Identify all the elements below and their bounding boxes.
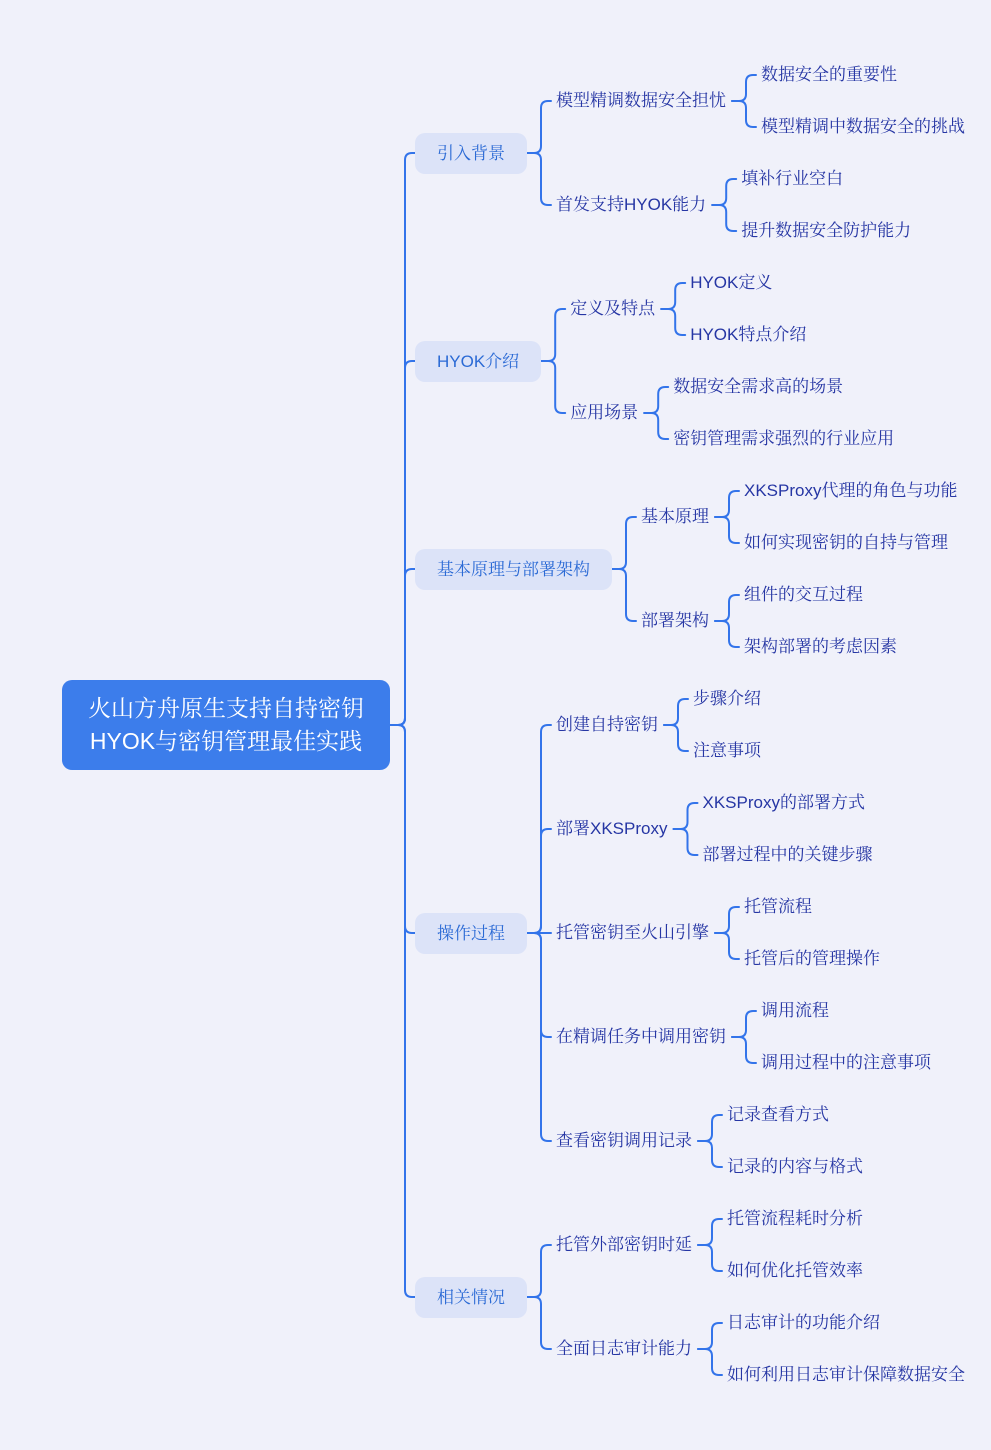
leaf-topic-label[interactable]: 模型精调中数据安全的挑战 xyxy=(761,117,965,136)
subtopic-label[interactable]: 基本原理 xyxy=(641,507,709,526)
subtopic-label[interactable]: 定义及特点 xyxy=(570,299,656,318)
subtopic-label[interactable]: 查看密钥调用记录 xyxy=(556,1131,692,1150)
leaf-topic-label[interactable]: 托管流程耗时分析 xyxy=(727,1209,863,1228)
leaf-topic-label[interactable]: 架构部署的考虑因素 xyxy=(744,637,897,656)
leaf-topic-label[interactable]: XKSProxy的部署方式 xyxy=(702,793,865,812)
leaf-topic-label[interactable]: 如何利用日志审计保障数据安全 xyxy=(727,1365,965,1384)
subtopic-label[interactable]: 部署架构 xyxy=(641,611,709,630)
leaf-topic-label[interactable]: 注意事项 xyxy=(693,741,761,760)
leaf-topic-label[interactable]: XKSProxy代理的角色与功能 xyxy=(744,481,958,500)
subtopic-label[interactable]: 首发支持HYOK能力 xyxy=(556,195,707,214)
leaf-topic-label[interactable]: 数据安全需求高的场景 xyxy=(673,377,844,396)
branch-related-info xyxy=(415,1193,965,1401)
subtopic-label[interactable]: 应用场景 xyxy=(570,403,639,422)
subtopic-label[interactable]: 创建自持密钥 xyxy=(556,715,658,734)
branch-topic-box[interactable]: 基本原理与部署架构 xyxy=(415,549,612,590)
leaf-topic-label[interactable]: HYOK定义 xyxy=(690,273,773,292)
branch-topic-box[interactable]: 操作过程 xyxy=(415,913,527,954)
leaf-topic-label[interactable]: 如何实现密钥的自持与管理 xyxy=(744,533,948,552)
leaf-topic-label[interactable]: 组件的交互过程 xyxy=(744,585,863,604)
leaf-topic-label[interactable]: 调用过程中的注意事项 xyxy=(761,1053,931,1072)
leaf-topic-label[interactable]: 密钥管理需求强烈的行业应用 xyxy=(673,429,895,448)
branch-topic-box[interactable]: HYOK介绍 xyxy=(415,341,541,382)
branch-operation-process xyxy=(415,673,965,1193)
branch-topic-box[interactable]: 相关情况 xyxy=(415,1277,527,1318)
leaf-topic-label[interactable]: 部署过程中的关键步骤 xyxy=(702,845,873,864)
leaf-topic-label[interactable]: 填补行业空白 xyxy=(741,169,844,188)
branch-topic-box[interactable]: 引入背景 xyxy=(415,133,527,174)
subtopic-label[interactable]: 托管外部密钥时延 xyxy=(556,1235,692,1254)
subtopic-label[interactable]: 托管密钥至火山引擎 xyxy=(556,923,709,942)
leaf-topic-label[interactable]: 提升数据安全防护能力 xyxy=(741,221,912,240)
leaf-topic-label[interactable]: HYOK特点介绍 xyxy=(690,325,807,344)
leaf-topic-label[interactable]: 日志审计的功能介绍 xyxy=(727,1313,880,1332)
branch-hyok-intro xyxy=(415,257,965,465)
leaf-topic-label[interactable]: 如何优化托管效率 xyxy=(727,1261,863,1280)
leaf-topic-label[interactable]: 数据安全的重要性 xyxy=(761,65,897,84)
subtopic-label[interactable]: 部署XKSProxy xyxy=(556,819,668,838)
leaf-topic-label[interactable]: 托管流程 xyxy=(744,897,812,916)
subtopic-label[interactable]: 全面日志审计能力 xyxy=(556,1339,692,1358)
subtopic-label[interactable]: 模型精调数据安全担忧 xyxy=(556,91,726,110)
branch-intro-background xyxy=(415,49,965,257)
leaf-topic-label[interactable]: 记录的内容与格式 xyxy=(727,1157,863,1176)
branch-column xyxy=(415,49,965,1401)
subtopic-label[interactable]: 在精调任务中调用密钥 xyxy=(556,1027,726,1046)
branch-principles-architecture xyxy=(415,465,965,673)
root-topic-node[interactable]: 火山方舟原生支持自持密钥HYOK与密钥管理最佳实践 xyxy=(62,680,390,770)
leaf-topic-label[interactable]: 步骤介绍 xyxy=(693,689,761,708)
leaf-topic-label[interactable]: 记录查看方式 xyxy=(727,1105,829,1124)
leaf-topic-label[interactable]: 调用流程 xyxy=(761,1001,829,1020)
leaf-topic-label[interactable]: 托管后的管理操作 xyxy=(744,949,880,968)
